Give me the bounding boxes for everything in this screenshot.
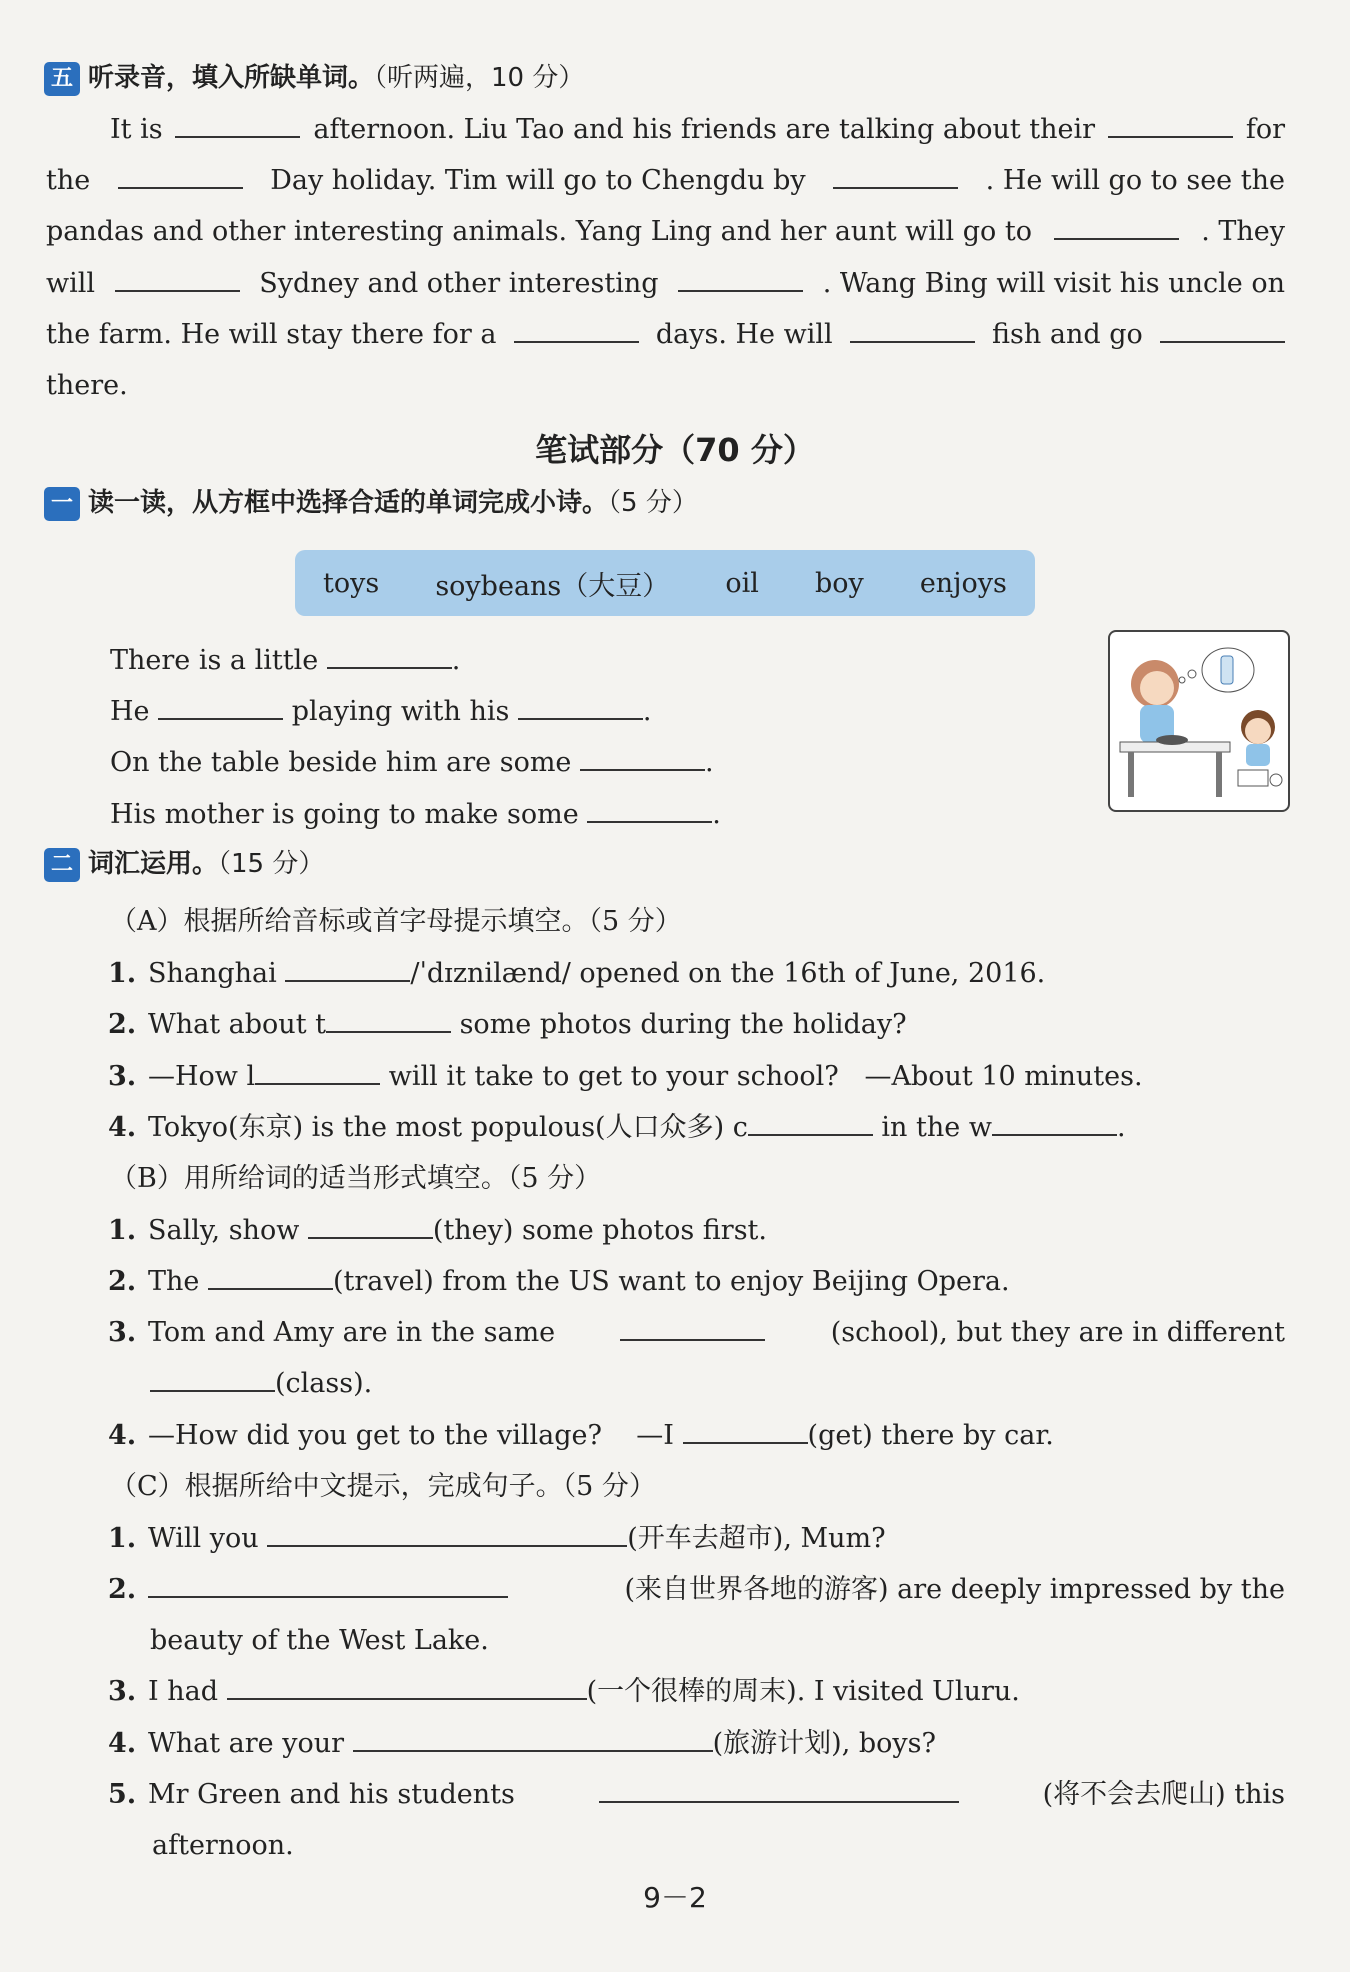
blank[interactable] [227, 1672, 587, 1700]
c-question-2 [108, 1570, 1285, 1610]
b-question-3 [108, 1313, 1285, 1353]
text: some photos during the holiday? [459, 1009, 907, 1040]
text: . [1116, 1112, 1126, 1143]
blank[interactable] [327, 641, 452, 669]
blank[interactable] [1160, 315, 1285, 343]
word-option: enjoys [919, 567, 1007, 599]
c-question-2-cont: beauty of the West Lake. [150, 1625, 489, 1656]
illustration-mother-boy [1108, 630, 1290, 812]
a-question-4 [108, 1108, 1126, 1148]
blank[interactable] [580, 743, 705, 771]
blank[interactable] [1054, 212, 1179, 240]
thought-dot [1179, 677, 1185, 683]
text: will it take to get to your school? [388, 1061, 839, 1092]
text: afternoon. Liu Tao and his friends are talking about their [313, 114, 1096, 145]
number: 4. [108, 1420, 137, 1451]
text: the farm. He will stay there for a [46, 319, 497, 350]
written-part-title: 笔试部分（70 分） [535, 431, 815, 469]
blank[interactable] [992, 1108, 1117, 1136]
word-box [295, 550, 1035, 616]
blank[interactable] [353, 1724, 713, 1752]
section-1-badge: 一 [44, 487, 80, 521]
text: fish and go [992, 319, 1143, 350]
text: /ˈdɪznilænd/ opened on the 16th of June, 2016. [410, 958, 1046, 989]
poem-line-4 [110, 795, 721, 835]
toy-wheel-icon [1270, 774, 1282, 786]
boy-face [1245, 718, 1271, 744]
text: On the table beside him are some [110, 747, 572, 778]
passage-line-2 [46, 161, 1285, 201]
toy-box-icon [1238, 770, 1268, 786]
number: 3. [108, 1061, 137, 1092]
text: (旅游计划), boys? [712, 1728, 936, 1759]
blank[interactable] [285, 954, 410, 982]
text: It is [110, 114, 163, 145]
text: days. He will [655, 319, 833, 350]
text: (将不会去爬山) this [1042, 1779, 1285, 1810]
text: (开车去超市), Mum? [627, 1523, 886, 1554]
b-question-2 [108, 1262, 1010, 1302]
text: I had [148, 1676, 219, 1707]
table-leg [1128, 752, 1134, 797]
c-question-4 [108, 1724, 936, 1764]
number: 2. [108, 1266, 137, 1297]
text: Day holiday. Tim will go to Chengdu by [270, 165, 806, 196]
text: . [705, 747, 714, 778]
number: 4. [108, 1112, 137, 1143]
text: —How l [148, 1061, 256, 1092]
text: Sydney and other interesting [259, 268, 659, 299]
text: pandas and other interesting animals. Yang Ling and her aunt will go to [46, 216, 1032, 247]
section-1-title: 读一读，从方框中选择合适的单词完成小诗。 [88, 488, 609, 518]
blank[interactable] [833, 161, 958, 189]
text: will [46, 268, 96, 299]
blank[interactable] [620, 1313, 765, 1341]
word-option: soybeans（大豆） [435, 570, 670, 602]
number: 2. [108, 1009, 137, 1040]
blank[interactable] [308, 1211, 433, 1239]
blank[interactable] [326, 1005, 451, 1033]
text: . Wang Bing will visit his uncle on [822, 268, 1285, 299]
number: 1. [108, 958, 137, 989]
blank[interactable] [678, 264, 803, 292]
blank[interactable] [748, 1108, 873, 1136]
c-question-5-cont: afternoon. [152, 1830, 294, 1861]
section-2-title: 词汇运用。 [88, 849, 219, 879]
text: the [46, 165, 91, 196]
section-2-badge: 二 [44, 848, 80, 882]
blank[interactable] [148, 1570, 508, 1598]
poem-line-1 [110, 641, 460, 681]
number: 3. [108, 1317, 137, 1348]
text: He [110, 696, 150, 727]
text: . [712, 799, 721, 830]
part-b-title: （B）用所给词的适当形式填空。（5 分） [110, 1163, 602, 1194]
section-1-heading [44, 483, 698, 523]
text: What about t [148, 1009, 326, 1040]
poem-line-2 [110, 692, 652, 732]
a-question-3 [108, 1057, 1143, 1097]
blank[interactable] [115, 264, 240, 292]
blank[interactable] [158, 692, 283, 720]
section-5-score: （听两遍，10 分） [374, 63, 585, 93]
b-question-3-cont [150, 1364, 372, 1404]
passage-line-3 [46, 212, 1285, 252]
part-a-title: （A）根据所给音标或首字母提示填空。（5 分） [110, 906, 682, 937]
text: —I [636, 1420, 674, 1451]
soybeans-pile [1156, 735, 1188, 745]
text: There is a little [110, 645, 319, 676]
blank[interactable] [518, 692, 643, 720]
blank[interactable] [267, 1519, 627, 1547]
section-1-score: （5 分） [608, 488, 698, 518]
blank[interactable] [175, 110, 300, 138]
poem-line-3 [110, 743, 714, 783]
b-question-4 [108, 1416, 1054, 1456]
number: 2. [108, 1574, 137, 1605]
text: Will you [148, 1523, 259, 1554]
text: Mr Green and his students [148, 1779, 515, 1810]
blank[interactable] [514, 315, 639, 343]
text: . They [1201, 216, 1285, 247]
text: Tokyo(东京) is the most populous(人口众多) c [148, 1112, 748, 1143]
blank[interactable] [208, 1262, 333, 1290]
text: Shanghai [148, 958, 277, 989]
blank[interactable] [587, 795, 712, 823]
blank[interactable] [599, 1775, 959, 1803]
number: 3. [108, 1676, 137, 1707]
text: —How did you get to the village? [148, 1420, 602, 1451]
number: 1. [108, 1215, 137, 1246]
word-option: toys [323, 567, 380, 599]
text: —About 10 minutes. [864, 1061, 1143, 1092]
illustration-svg [1110, 632, 1288, 810]
text: What are your [148, 1728, 345, 1759]
text: in the w [881, 1112, 992, 1143]
number: 1. [108, 1523, 137, 1554]
blank[interactable] [683, 1416, 808, 1444]
table-leg [1216, 752, 1222, 797]
passage-line-5 [46, 315, 1285, 355]
passage-line-6: there. [46, 370, 128, 401]
part-c-title: （C）根据所给中文提示，完成句子。（5 分） [110, 1471, 656, 1502]
word-option: boy [814, 567, 864, 599]
c-question-5 [108, 1775, 1285, 1815]
text: (来自世界各地的游客) are deeply impressed by the [624, 1574, 1285, 1605]
text: . [642, 696, 652, 727]
blank[interactable] [118, 161, 243, 189]
a-question-2 [108, 1005, 907, 1045]
number: 5. [108, 1779, 137, 1810]
text: (they) some photos first. [432, 1215, 767, 1246]
c-question-3 [108, 1672, 1020, 1712]
b-question-1 [108, 1211, 767, 1251]
text: (class). [275, 1368, 373, 1399]
blank[interactable] [850, 315, 975, 343]
text: (travel) from the US want to enjoy Beijing Opera. [332, 1266, 1010, 1297]
text: (get) there by car. [807, 1420, 1054, 1451]
section-5-badge: 五 [44, 62, 80, 96]
text: Tom and Amy are in the same [148, 1317, 556, 1348]
c-question-1 [108, 1519, 886, 1559]
mother-face [1140, 671, 1174, 705]
oil-bottle-icon [1221, 656, 1233, 684]
text: Sally, show [148, 1215, 300, 1246]
passage-line-4 [46, 264, 1285, 304]
text: . [451, 645, 461, 676]
number: 4. [108, 1728, 137, 1759]
text: for [1245, 114, 1285, 145]
section-2-score: （15 分） [218, 849, 325, 879]
thought-dot [1188, 670, 1196, 678]
page-number: 9－2 [643, 1881, 707, 1914]
passage-line-1 [110, 110, 1285, 150]
word-option: oil [725, 567, 759, 599]
section-2-heading [44, 844, 324, 884]
text: (school), but they are in different [830, 1317, 1285, 1348]
text: (一个很棒的周末). I visited Uluru. [586, 1676, 1020, 1707]
text: His mother is going to make some [110, 799, 579, 830]
section-5-heading [44, 58, 584, 98]
text: The [148, 1266, 200, 1297]
boy-body [1246, 744, 1270, 766]
blank[interactable] [1108, 110, 1233, 138]
a-question-1 [108, 954, 1045, 994]
text: . He will go to see the [985, 165, 1285, 196]
section-5-title: 听录音，填入所缺单词。 [88, 63, 375, 93]
text: playing with his [291, 696, 510, 727]
blank[interactable] [150, 1364, 275, 1392]
blank[interactable] [255, 1057, 380, 1085]
